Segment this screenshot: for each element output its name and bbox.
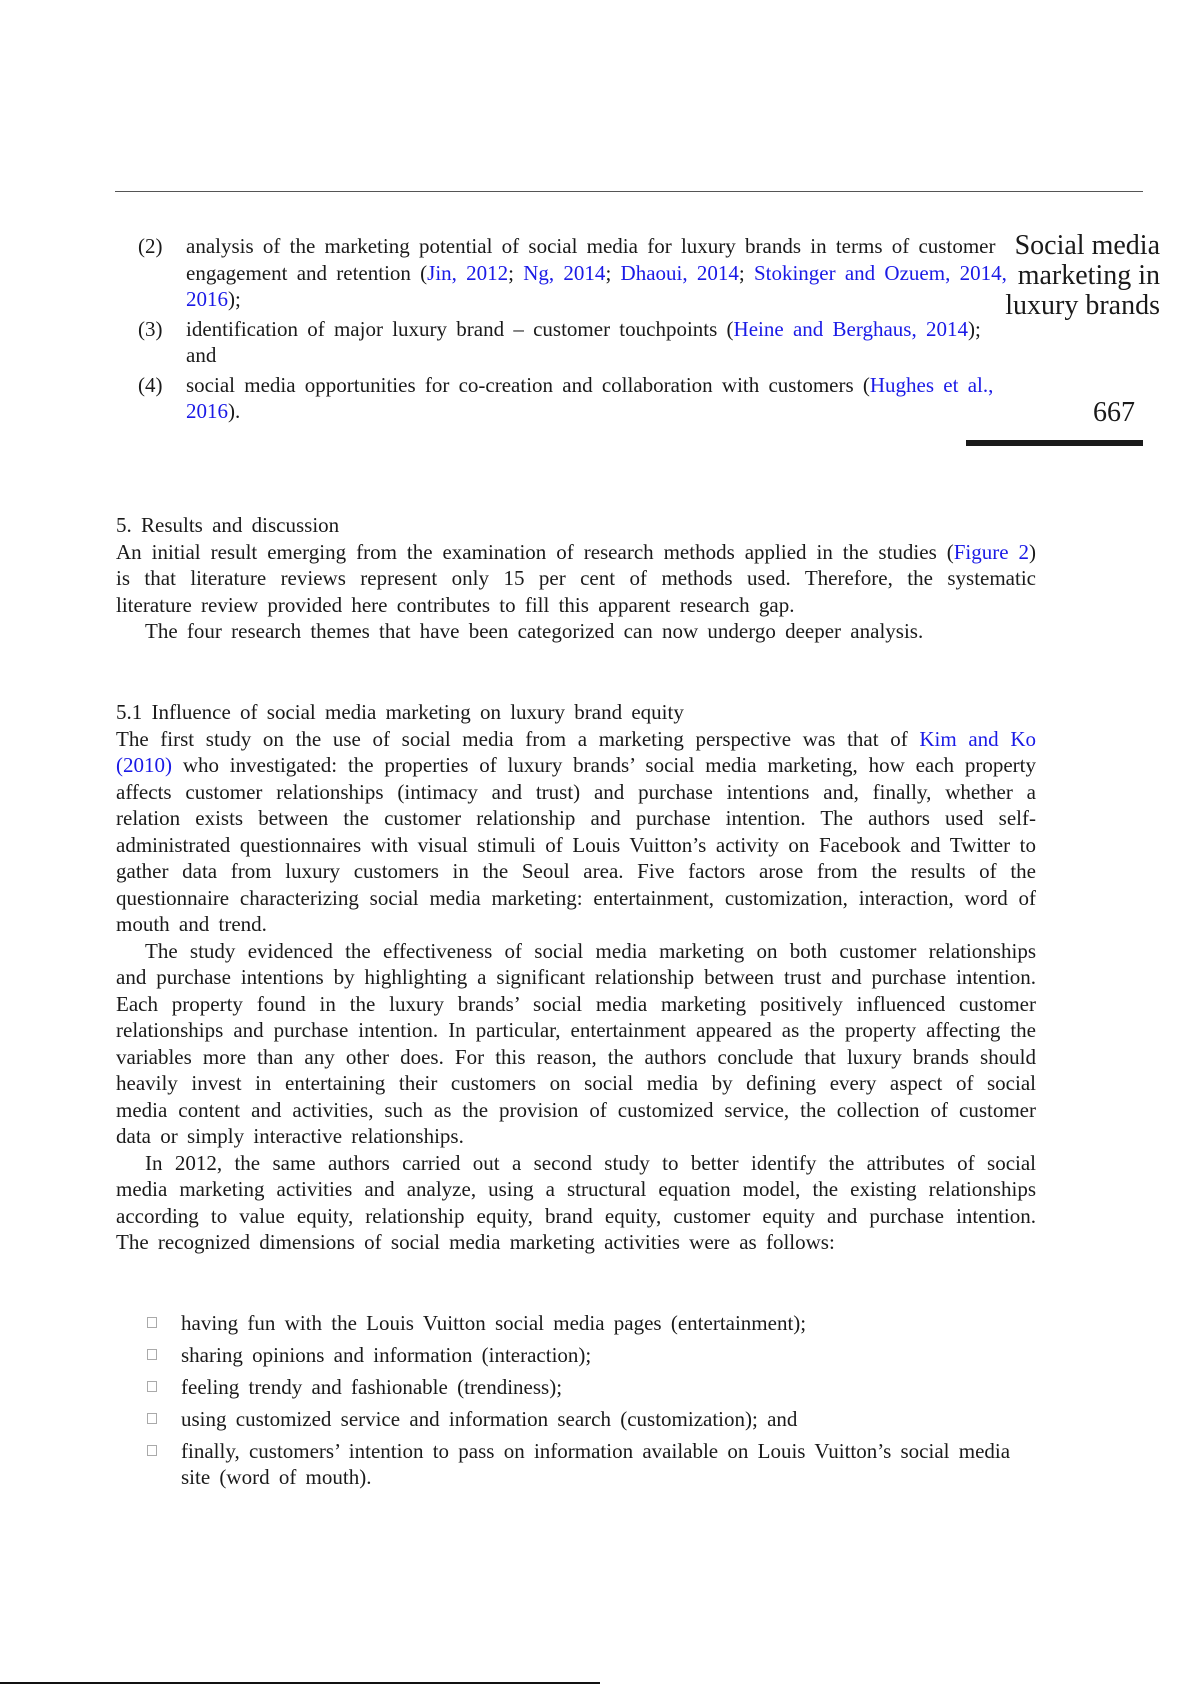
bullet-box-icon [147,1413,157,1424]
list-text: ); and [186,316,981,367]
list-item-2 [138,233,1008,313]
bullet-item [145,1310,1025,1336]
paragraph-text: ) is that literature reviews represent only 15 per cent of methods used. Therefore, the systematic literature review provided here contributes to fill this apparent research gap. [116,539,1036,617]
citation-link-kim-ko-2010[interactable]: Kim and Ko (2010) [116,726,1036,777]
bullet-text: finally, customers’ intention to pass on information available on Louis Vuitton’s social media site (word of mouth). [181,1439,1011,1489]
numbered-list [138,233,1008,428]
page-number-bar [966,440,1143,446]
list-text: social media opportunities for co-creation and collaboration with customers ( [186,372,870,397]
bullet-text: sharing opinions and information (interaction); [181,1343,592,1367]
list-number: (4) [138,372,163,397]
citation-link-jin-2012[interactable]: Jin, 2012 [427,260,509,285]
separator: ; [508,260,524,285]
list-number: (3) [138,316,163,341]
paragraph-text: who investigated: the properties of luxury brands’ social media marketing, how each property affects customer relationships (intimacy and trust) and purchase intentions and, finally, whether a relation exists between the customer relationship and purchase intention. The authors used self-administrated questionnaires with visual stimuli of Louis Vuitton’s activity on Facebook and Twitter to gather data from luxury customers in the Seoul area. Five factors arose from the results of the questionnaire characterizing social media marketing: entertainment, customization, interaction, word of mouth and trend. [116,753,1036,936]
paragraph [116,726,1036,938]
paragraph [116,539,1036,619]
header-rule [115,191,1143,192]
paragraph-text: The first study on the use of social media from a marketing perspective was that of [116,726,920,751]
citation-link-stokinger-ozuem[interactable]: Stokinger and Ozuem, 2014, 2016 [186,260,1007,311]
list-text: analysis of the marketing potential of social media for luxury brands in terms of customer engagement and retention ( [186,234,996,285]
bullet-item [145,1406,1025,1432]
citation-link-ng-2014[interactable]: Ng, 2014 [523,260,606,285]
bullet-list [145,1310,1025,1496]
section-results-discussion [116,512,1036,645]
bullet-box-icon [147,1349,157,1360]
bullet-item [145,1438,1025,1490]
page-number: 667 [1093,397,1135,428]
list-number: (2) [138,234,163,258]
bullet-text: feeling trendy and fashionable (trendiness); [181,1375,563,1399]
footer-rule [0,1682,600,1684]
separator: ; [738,260,754,285]
running-header-line: luxury brands [1005,290,1160,321]
list-text: ). [228,399,241,423]
list-item-4 [138,372,1008,425]
citation-link-hughes-2016[interactable]: Hughes et al., 2016 [186,372,994,423]
running-header [985,231,1160,321]
bullet-text: using customized service and information search (customization); and [181,1407,798,1431]
citation-link-dhaoui-2014[interactable]: Dhaoui, 2014 [620,260,739,285]
running-header-line: marketing in [1017,260,1160,291]
bullet-box-icon [147,1381,157,1392]
list-item-3 [138,316,1008,369]
paragraph: The study evidenced the effectiveness of social media marketing on both customer relationships and purchase intentions by highlighting a significant relationship between trust and purchase intention. Each property found in the luxury brands’ social media marketing positively influenced customer relationships and purchase intention. In particular, entertainment appeared as the property affecting the variables more than any other does. For this reason, the authors conclude that luxury brands should heavily invest in entertaining their customers on social media by defining every aspect of social media content and activities, such as the provision of customized service, the collection of customer data or simply interactive relationships. [116,938,1036,1148]
bullet-box-icon [147,1317,157,1328]
section-influence-social-media [116,699,1036,1256]
separator: ; [605,260,621,285]
bullet-item [145,1374,1025,1400]
bullet-item [145,1342,1025,1368]
paragraph: The four research themes that have been categorized can now undergo deeper analysis. [145,619,924,643]
subsection-heading: 5.1 Influence of social media marketing on luxury brand equity [116,700,684,724]
figure-2-link[interactable]: Figure 2 [953,539,1029,564]
separator: ); [228,287,241,311]
citation-link-heine-berghaus-2014[interactable]: Heine and Berghaus, 2014 [733,316,968,341]
running-header-line: Social media [1014,230,1160,261]
bullet-text: having fun with the Louis Vuitton social media pages (entertainment); [181,1311,807,1335]
bullet-box-icon [147,1445,157,1456]
section-heading: 5. Results and discussion [116,513,340,537]
paragraph: In 2012, the same authors carried out a second study to better identify the attributes of social media marketing activities and analyze, using a structural equation model, the existing relationships according to value equity, relationship equity, brand equity, customer equity and purchase intention. The recognized dimensions of social media marketing activities were as follows: [116,1150,1036,1254]
list-text: identification of major luxury brand – customer touchpoints ( [186,316,734,341]
paragraph-text: An initial result emerging from the examination of research methods applied in the studies ( [116,539,954,564]
